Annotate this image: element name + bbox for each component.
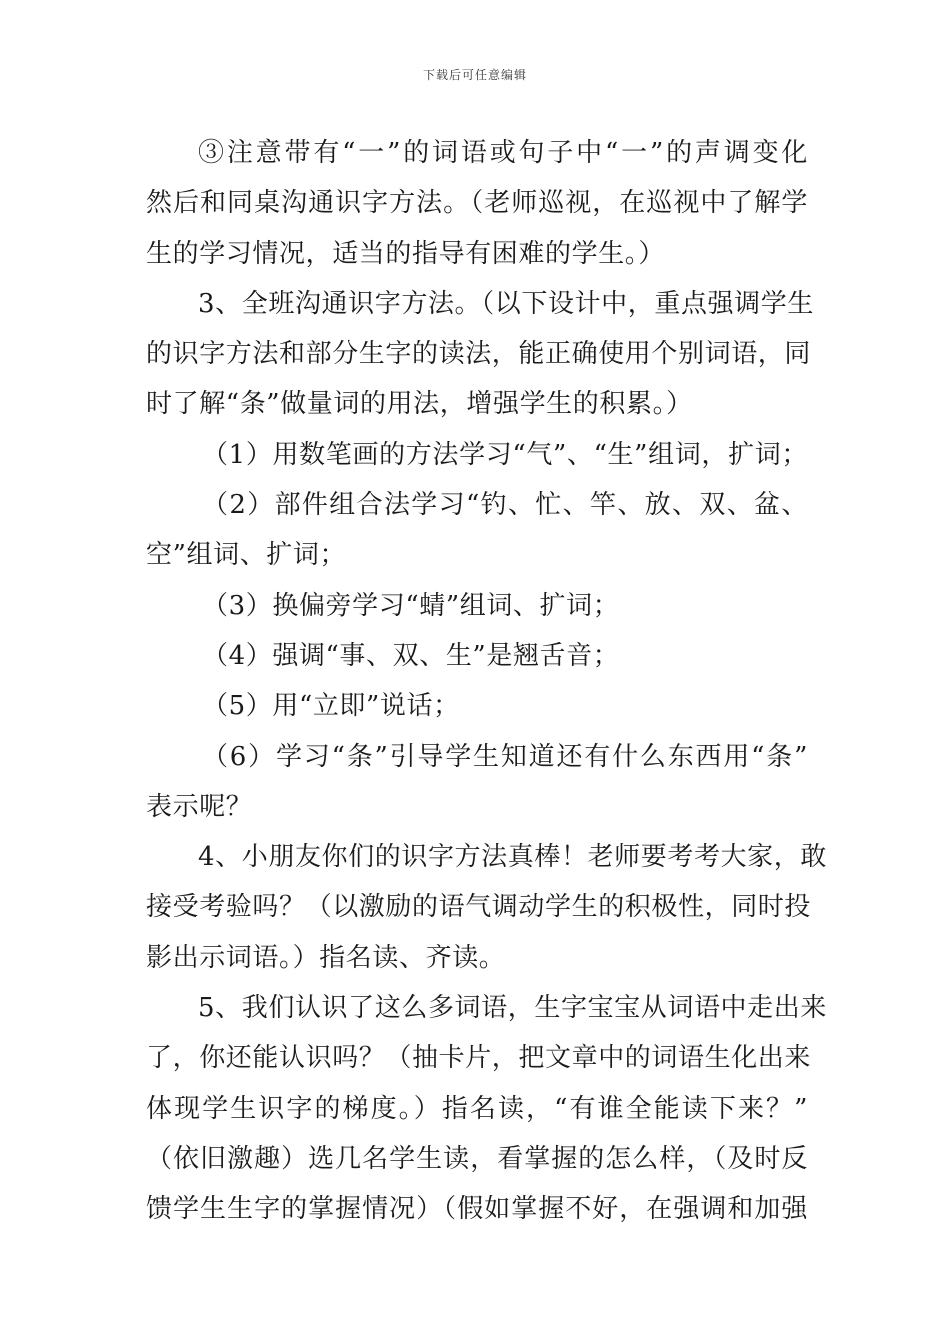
paragraph-line: 表示呢？ (146, 791, 253, 822)
paragraph-line: ③注意带有“一”的词语或句子中“一”的声调变化 (198, 138, 808, 168)
paragraph-line: （5）用“立即”说话； (202, 691, 460, 722)
document-body (146, 128, 827, 1235)
paragraph-line: 的识字方法和部分生字的读法，能正确使用个别词语，同 (146, 339, 812, 370)
paragraph-line: 5、我们认识了这么多词语，生字宝宝从词语中走出来 (198, 993, 827, 1024)
paragraph-line: （6）学习“条”引导学生知道还有什么东西用“条” (202, 741, 808, 772)
paragraph-line: 体现学生识字的梯度。）指名读，“有谁全能读下来？” (146, 1093, 808, 1124)
paragraph-line: （1）用数笔画的方法学习“气”、“生”组词，扩词； (202, 439, 808, 470)
paragraph-line: 生的学习情况，适当的指导有困难的学生。） (146, 238, 666, 269)
paragraph-line: （依旧激趣）选几名学生读，看掌握的怎么样，（及时反 (146, 1143, 808, 1174)
paragraph-line: 3、全班沟通识字方法。（以下设计中，重点强调学生 (198, 288, 814, 319)
paragraph-line: 了，你还能认识吗？（抽卡片，把文章中的词语生化出来 (146, 1043, 812, 1074)
page-header: 下载后可任意编辑 (422, 68, 527, 82)
paragraph-line: 4、小朋友你们的识字方法真棒！老师要考考大家，敢 (198, 842, 827, 873)
paragraph-line: 空”组词、扩词； (146, 540, 347, 571)
paragraph-line: 影出示词语。）指名读、齐读。 (146, 942, 506, 973)
paragraph-line: 时了解“条”做量词的用法，增强学生的积累。） (146, 389, 693, 420)
paragraph-line: （2）部件组合法学习“钓、忙、竿、放、双、盆、 (202, 490, 808, 521)
paragraph-line: 馈学生生字的掌握情况）（假如掌握不好，在强调和加强 (146, 1194, 808, 1225)
paragraph-line: 然后和同桌沟通识字方法。（老师巡视，在巡视中了解学 (146, 188, 808, 219)
paragraph-line: （3）换偏旁学习“蜻”组词、扩词； (202, 590, 620, 621)
paragraph-line: （4）强调“事、双、生”是翘舌音； (202, 640, 620, 671)
paragraph-line: 接受考验吗？（以激励的语气调动学生的积极性，同时投 (146, 892, 812, 923)
